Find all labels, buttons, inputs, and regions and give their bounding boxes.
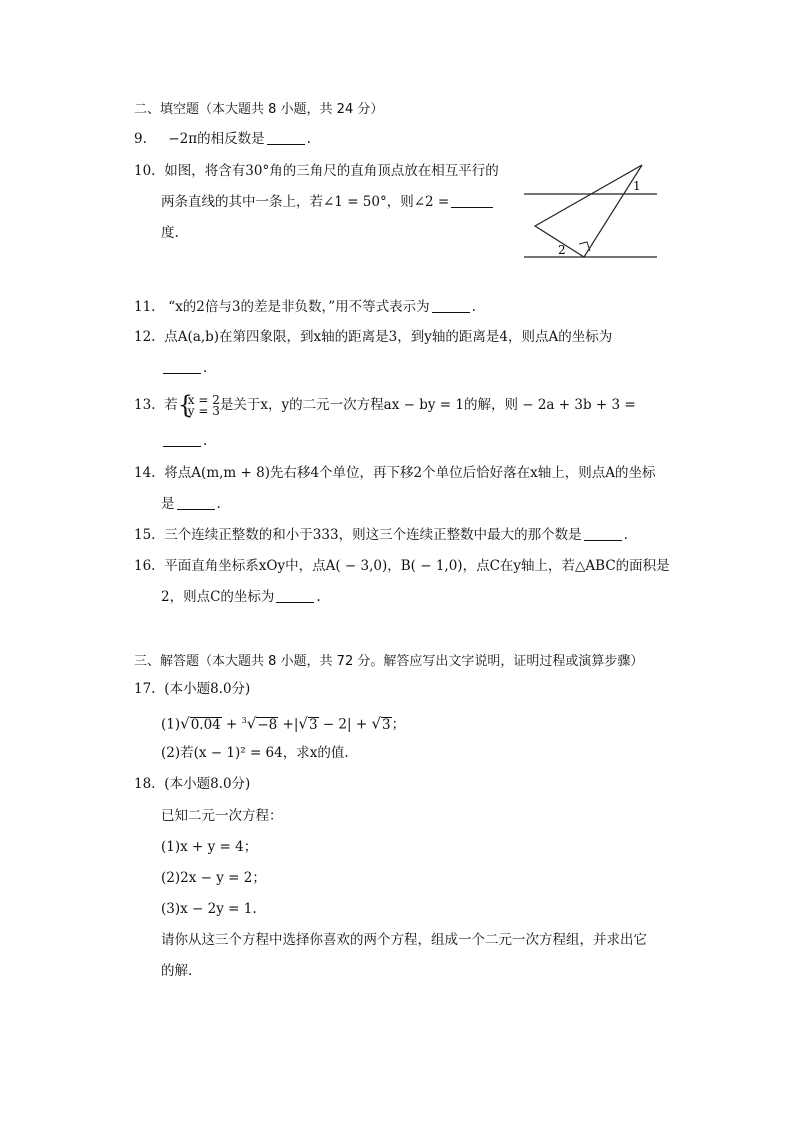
question-17-part1 xyxy=(161,706,405,740)
question-text-line1: 点A(a,b)在第四象限，到x轴的距离是3，到y轴的距离是4，则点A的坐标为 xyxy=(164,329,613,345)
question-text-end: . xyxy=(203,360,208,376)
answer-blank[interactable] xyxy=(163,432,201,447)
question-text-line1: 平面直角坐标系xOy中，点A( − 3,0)，B( − 1,0)，点C在y轴上，若△ABC的面积是 xyxy=(164,558,670,574)
question-number: 15. xyxy=(134,527,156,543)
question-13-line2 xyxy=(161,426,207,456)
question-number: 10. xyxy=(134,163,156,179)
answer-blank[interactable] xyxy=(451,193,493,208)
question-13 xyxy=(134,390,636,420)
intro-text: 已知二元一次方程： xyxy=(161,808,283,824)
question-text-line2: 2，则点C的坐标为 xyxy=(161,589,275,605)
question-17 xyxy=(134,674,250,704)
question-text-line2: 是 xyxy=(161,496,175,512)
equation-text: (3)x − 2y = 1. xyxy=(161,901,257,917)
question-text: −2π的相反数是 xyxy=(168,131,265,147)
question-text-end: . xyxy=(316,589,321,605)
question-text: 三个连续正整数的和小于333，则这三个连续正整数中最大的那个数是 xyxy=(164,527,582,543)
sqrt-symbol: √ xyxy=(298,714,308,733)
answer-blank[interactable] xyxy=(163,359,201,374)
question-text-prefix: 若 xyxy=(164,397,178,413)
question-number: 11. xyxy=(134,299,156,315)
section-title-solution: 三、解答题（本大题共 8 小题，共 72 分。解答应写出文字说明，证明过程或演算步骤） xyxy=(134,654,644,669)
equation-y: y = 3 xyxy=(187,403,220,418)
answer-blank[interactable] xyxy=(432,298,470,313)
task-text: 请你从这三个方程中选择你喜欢的两个方程，组成一个二元一次方程组，并求出它 xyxy=(161,932,647,948)
question-18-intro xyxy=(161,801,283,831)
parallel-lines-triangle-figure xyxy=(520,160,665,262)
cube-root-radicand: −8 xyxy=(257,716,278,733)
question-12 xyxy=(134,322,612,352)
task-text: 的解. xyxy=(161,963,193,979)
question-text-end: . xyxy=(623,527,628,543)
question-10 xyxy=(134,156,499,186)
question-18-equation-3 xyxy=(161,894,257,924)
question-number: 12. xyxy=(134,329,156,345)
question-score: (本小题8.0分) xyxy=(164,681,251,697)
question-text-line3: 度. xyxy=(161,225,179,241)
angle-1-label: 1 xyxy=(633,179,641,193)
abs-open: +| xyxy=(278,716,299,733)
part-label: (1) xyxy=(161,716,181,733)
question-text: “x的2倍与3的差是非负数，”用不等式表示为 xyxy=(168,299,430,315)
angle-2-label: 2 xyxy=(558,243,566,257)
operator-plus: + xyxy=(221,716,242,733)
question-number: 16. xyxy=(134,558,156,574)
question-18-task-line1 xyxy=(161,925,647,955)
abs-close: − 2| + xyxy=(318,716,372,733)
sqrt-symbol: √ xyxy=(180,714,190,733)
question-text-end: . xyxy=(471,299,476,315)
sqrt-radicand: 0.04 xyxy=(190,716,221,733)
question-16 xyxy=(134,551,670,581)
part-text: (2)若(x − 1)² = 64，求x的值. xyxy=(161,745,349,761)
question-number: 13. xyxy=(134,397,156,413)
question-15 xyxy=(134,520,628,550)
question-text-end: . xyxy=(306,131,311,147)
answer-blank[interactable] xyxy=(276,588,314,603)
question-18-equation-2 xyxy=(161,863,266,893)
question-number: 14. xyxy=(134,465,156,481)
equation-x: x = 2 xyxy=(187,392,220,407)
question-9 xyxy=(134,124,311,154)
question-10-line3 xyxy=(161,218,179,248)
sqrt-symbol: √ xyxy=(371,714,382,733)
question-number: 9. xyxy=(134,131,147,147)
question-14-line2 xyxy=(161,489,221,519)
cube-root-index: 3 xyxy=(241,716,247,725)
sqrt-radicand: 3 xyxy=(382,716,391,733)
answer-blank[interactable] xyxy=(267,130,305,145)
equation-system xyxy=(177,390,220,419)
question-text-end: . xyxy=(216,496,221,512)
question-16-line2 xyxy=(161,582,321,612)
question-14 xyxy=(134,458,656,488)
equation-text: (1)x + y = 4； xyxy=(161,839,258,855)
question-number: 17. xyxy=(134,681,156,697)
question-18-task-line2 xyxy=(161,956,192,986)
question-score: (本小题8.0分) xyxy=(164,776,251,792)
question-10-line2 xyxy=(161,187,495,217)
answer-blank[interactable] xyxy=(584,526,622,541)
question-text-suffix: 是关于x，y的二元一次方程ax − by = 1的解，则 − 2a + 3b + 3 = xyxy=(219,397,636,413)
question-text-line1: 如图，将含有30°角的三角尺的直角顶点放在相互平行的 xyxy=(164,163,499,179)
triangle-ruler xyxy=(535,165,642,257)
cube-root-symbol: √ xyxy=(246,714,257,733)
question-18-equation-1 xyxy=(161,832,257,862)
question-text-line1: 将点A(m,m + 8)先右移4个单位，再下移2个单位后恰好落在x轴上，则点A的坐标 xyxy=(164,465,656,481)
question-text-end: . xyxy=(203,433,208,449)
question-18 xyxy=(134,769,250,799)
question-text-line2: 两条直线的其中一条上，若∠1 = 50°，则∠2 = xyxy=(161,194,450,210)
equation-text: (2)2x − y = 2； xyxy=(161,870,266,886)
brace-symbol: { xyxy=(177,390,194,419)
sqrt-radicand: 3 xyxy=(308,716,318,733)
part-end: ； xyxy=(391,716,406,733)
question-12-line2 xyxy=(161,353,207,383)
answer-blank[interactable] xyxy=(177,495,215,510)
question-11 xyxy=(134,292,476,322)
section-title-fill-blank: 二、填空题（本大题共 8 小题，共 24 分） xyxy=(134,102,384,117)
question-number: 18. xyxy=(134,776,156,792)
question-17-part2 xyxy=(161,738,349,768)
